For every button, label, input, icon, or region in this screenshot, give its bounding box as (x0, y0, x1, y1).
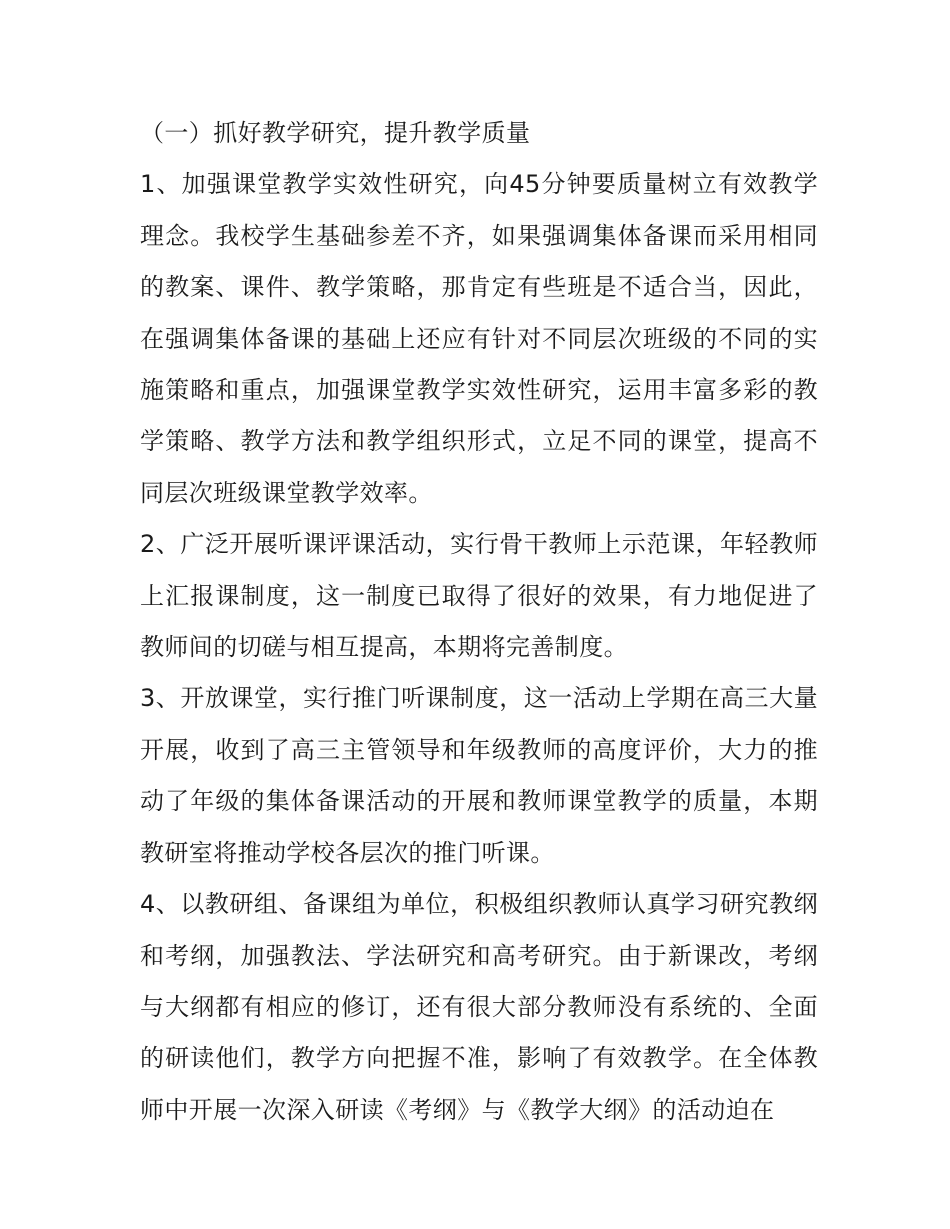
section-heading: （一）抓好教学研究，提升教学质量 (140, 119, 531, 147)
paragraph-4: 4、以教研组、备课组为单位，积极组织教师认真学习研究教纲和考纲，加强教法、学法研究和高考研究。由于新课改，考纲与大纲都有相应的修订，还有很大部分教师没有系统的、全面的研读他们，教学方向把握不准，影响了有效教学。在全体教师中开展一次深入研读《考纲》与《教学大纲》的活动迫在 (140, 890, 818, 1124)
paragraph-1: 1、加强课堂教学实效性研究，向45分钟要质量树立有效教学理念。我校学生基础参差不齐，如果强调集体备课而采用相同的教案、课件、教学策略，那肯定有些班是不适合当，因此，在强调集体备课的基础上还应有针对不同层次班级的不同的实施策略和重点，加强课堂教学实效性研究，运用丰富多彩的教学策略、教学方法和教学组织形式，立足不同的课堂，提高不同层次班级课堂教学效率。 (140, 170, 818, 507)
paragraph-3: 3、开放课堂，实行推门听课制度，这一活动上学期在高三大量开展，收到了高三主管领导和年级教师的高度评价，大力的推动了年级的集体备课活动的开展和教师课堂教学的质量，本期教研室将推动学校各层次的推门听课。 (140, 684, 818, 867)
document-body (140, 108, 818, 1136)
paragraph-2: 2、广泛开展听课评课活动，实行骨干教师上示范课，年轻教师上汇报课制度，这一制度已取得了很好的效果，有力地促进了教师间的切磋与相互提高，本期将完善制度。 (140, 530, 818, 662)
